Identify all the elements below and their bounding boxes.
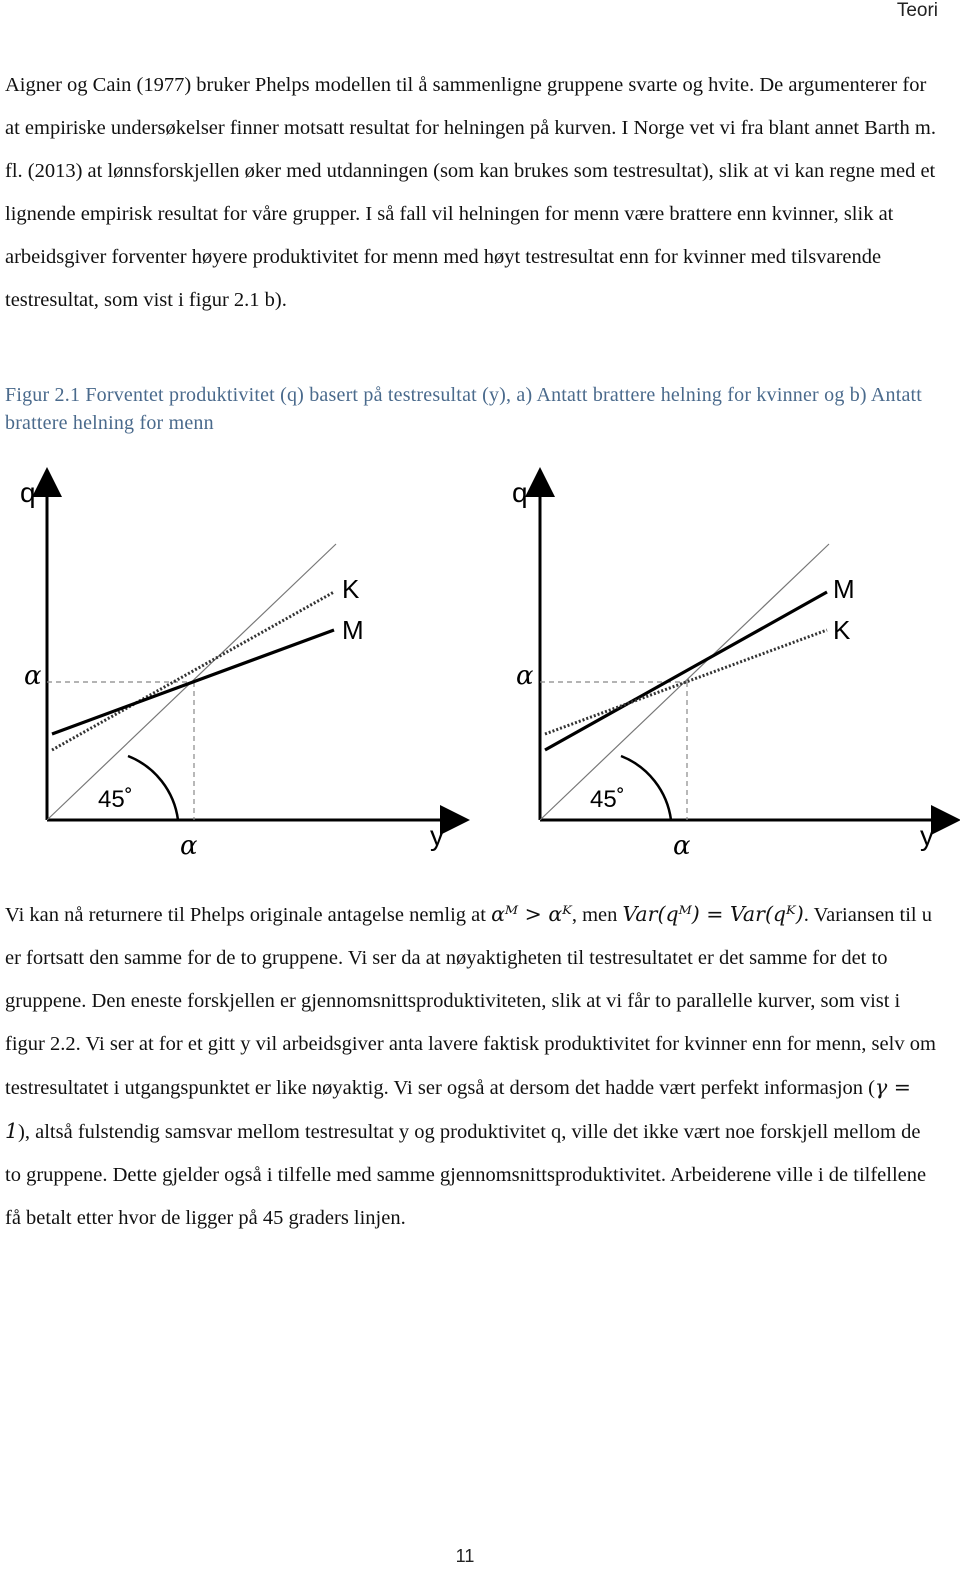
panel-a-45-arc — [128, 756, 178, 820]
paragraph-2-text-1: Vi kan nå returnere til Phelps originale antagelse nemlig at — [5, 904, 492, 926]
panel-b-line-m-solid — [545, 592, 827, 750]
panel-b-alpha-y-label: α — [516, 661, 534, 691]
panel-b-q-label: q — [512, 477, 528, 508]
panel-a — [20, 477, 455, 861]
panel-b-alpha-x-label: α — [673, 831, 691, 861]
panel-a-angle-label: 45˚ — [98, 786, 133, 813]
inline-math-gamma: γ = 1 — [5, 1075, 911, 1143]
body-paragraph-1: Aigner og Cain (1977) bruker Phelps modellen til å sammenligne gruppene svarte og hvite. De argumenterer for at empiriske undersøkelser finner motsatt resultat for helningen på kurven. I Norge vet vi fra blant annet Barth m. fl. (2013) at lønnsforskjellen øker med utdanningen (som kan brukes som testresultat), slik at vi kan regne med et lignende empirisk resultat for våre grupper. I så fall vil helningen for menn være brattere enn kvinner, slik at arbeidsgiver forventer høyere produktivitet for menn med høyt testresultat enn for kvinner med tilsvarende testresultat, som vist i figur 2.1 b). — [5, 74, 936, 311]
inline-math-alpha-inequality: αᴹ > αᴷ — [491, 902, 572, 926]
body-paragraph-2 — [5, 893, 940, 1240]
figure-2-1 — [0, 462, 960, 872]
panel-b-y-label: y — [920, 820, 934, 851]
panel-b-angle-label: 45˚ — [590, 786, 625, 813]
panel-a-y-label: y — [430, 820, 444, 851]
paragraph-2-text-3: . Variansen til u er fortsatt den samme for de to gruppene. Vi ser da at nøyaktigheten til testresultatet er det samme for det to gruppene. Den eneste forskjellen er gjennomsnittsproduktiviteten, slik at vi får to parallelle kurver, som vist i figur 2.2. Vi ser at for et gitt y vil arbeidsgiver anta lavere faktisk produktivitet for kvinner enn for menn, selv om testresultatet i utgangspunktet er like nøyaktig. Vi ser også at dersom det hadde vært perfekt informasjon ( — [5, 904, 936, 1099]
paragraph-2-text-2: , men — [571, 904, 623, 926]
panel-a-alpha-y-label: α — [24, 661, 42, 691]
panel-a-line-k-dotted — [52, 592, 334, 750]
panel-b — [512, 477, 946, 861]
page-number: 11 — [455, 1546, 475, 1566]
panel-b-k-label: K — [833, 615, 851, 645]
panel-a-m-label: M — [342, 615, 364, 645]
running-header: Teori — [896, 0, 938, 21]
figure-2-1-svg — [0, 462, 960, 872]
paragraph-2-text-4: ), altså fulstendig samsvar mellom testresultat y og produktivitet q, ville det ikke vært noe forskjell mellom de to gruppene. Dette gjelder også i tilfelle med samme gjennomsnittsproduktivitet. Arbeiderene ville i de tilfellene få betalt etter hvor de ligger på 45 graders linjen. — [5, 1121, 927, 1229]
panel-b-45-arc — [621, 756, 671, 820]
panel-a-k-label: K — [342, 574, 360, 604]
figure-caption: Figur 2.1 Forventet produktivitet (q) basert på testresultat (y), a) Antatt brattere helning for kvinner og b) Antatt brattere helning for menn — [5, 384, 923, 434]
panel-b-m-label: M — [833, 574, 855, 604]
panel-a-q-label: q — [20, 477, 36, 508]
panel-a-alpha-x-label: α — [180, 831, 198, 861]
inline-math-variance-equality: Var(qᴹ) = Var(qᴷ) — [622, 902, 804, 926]
